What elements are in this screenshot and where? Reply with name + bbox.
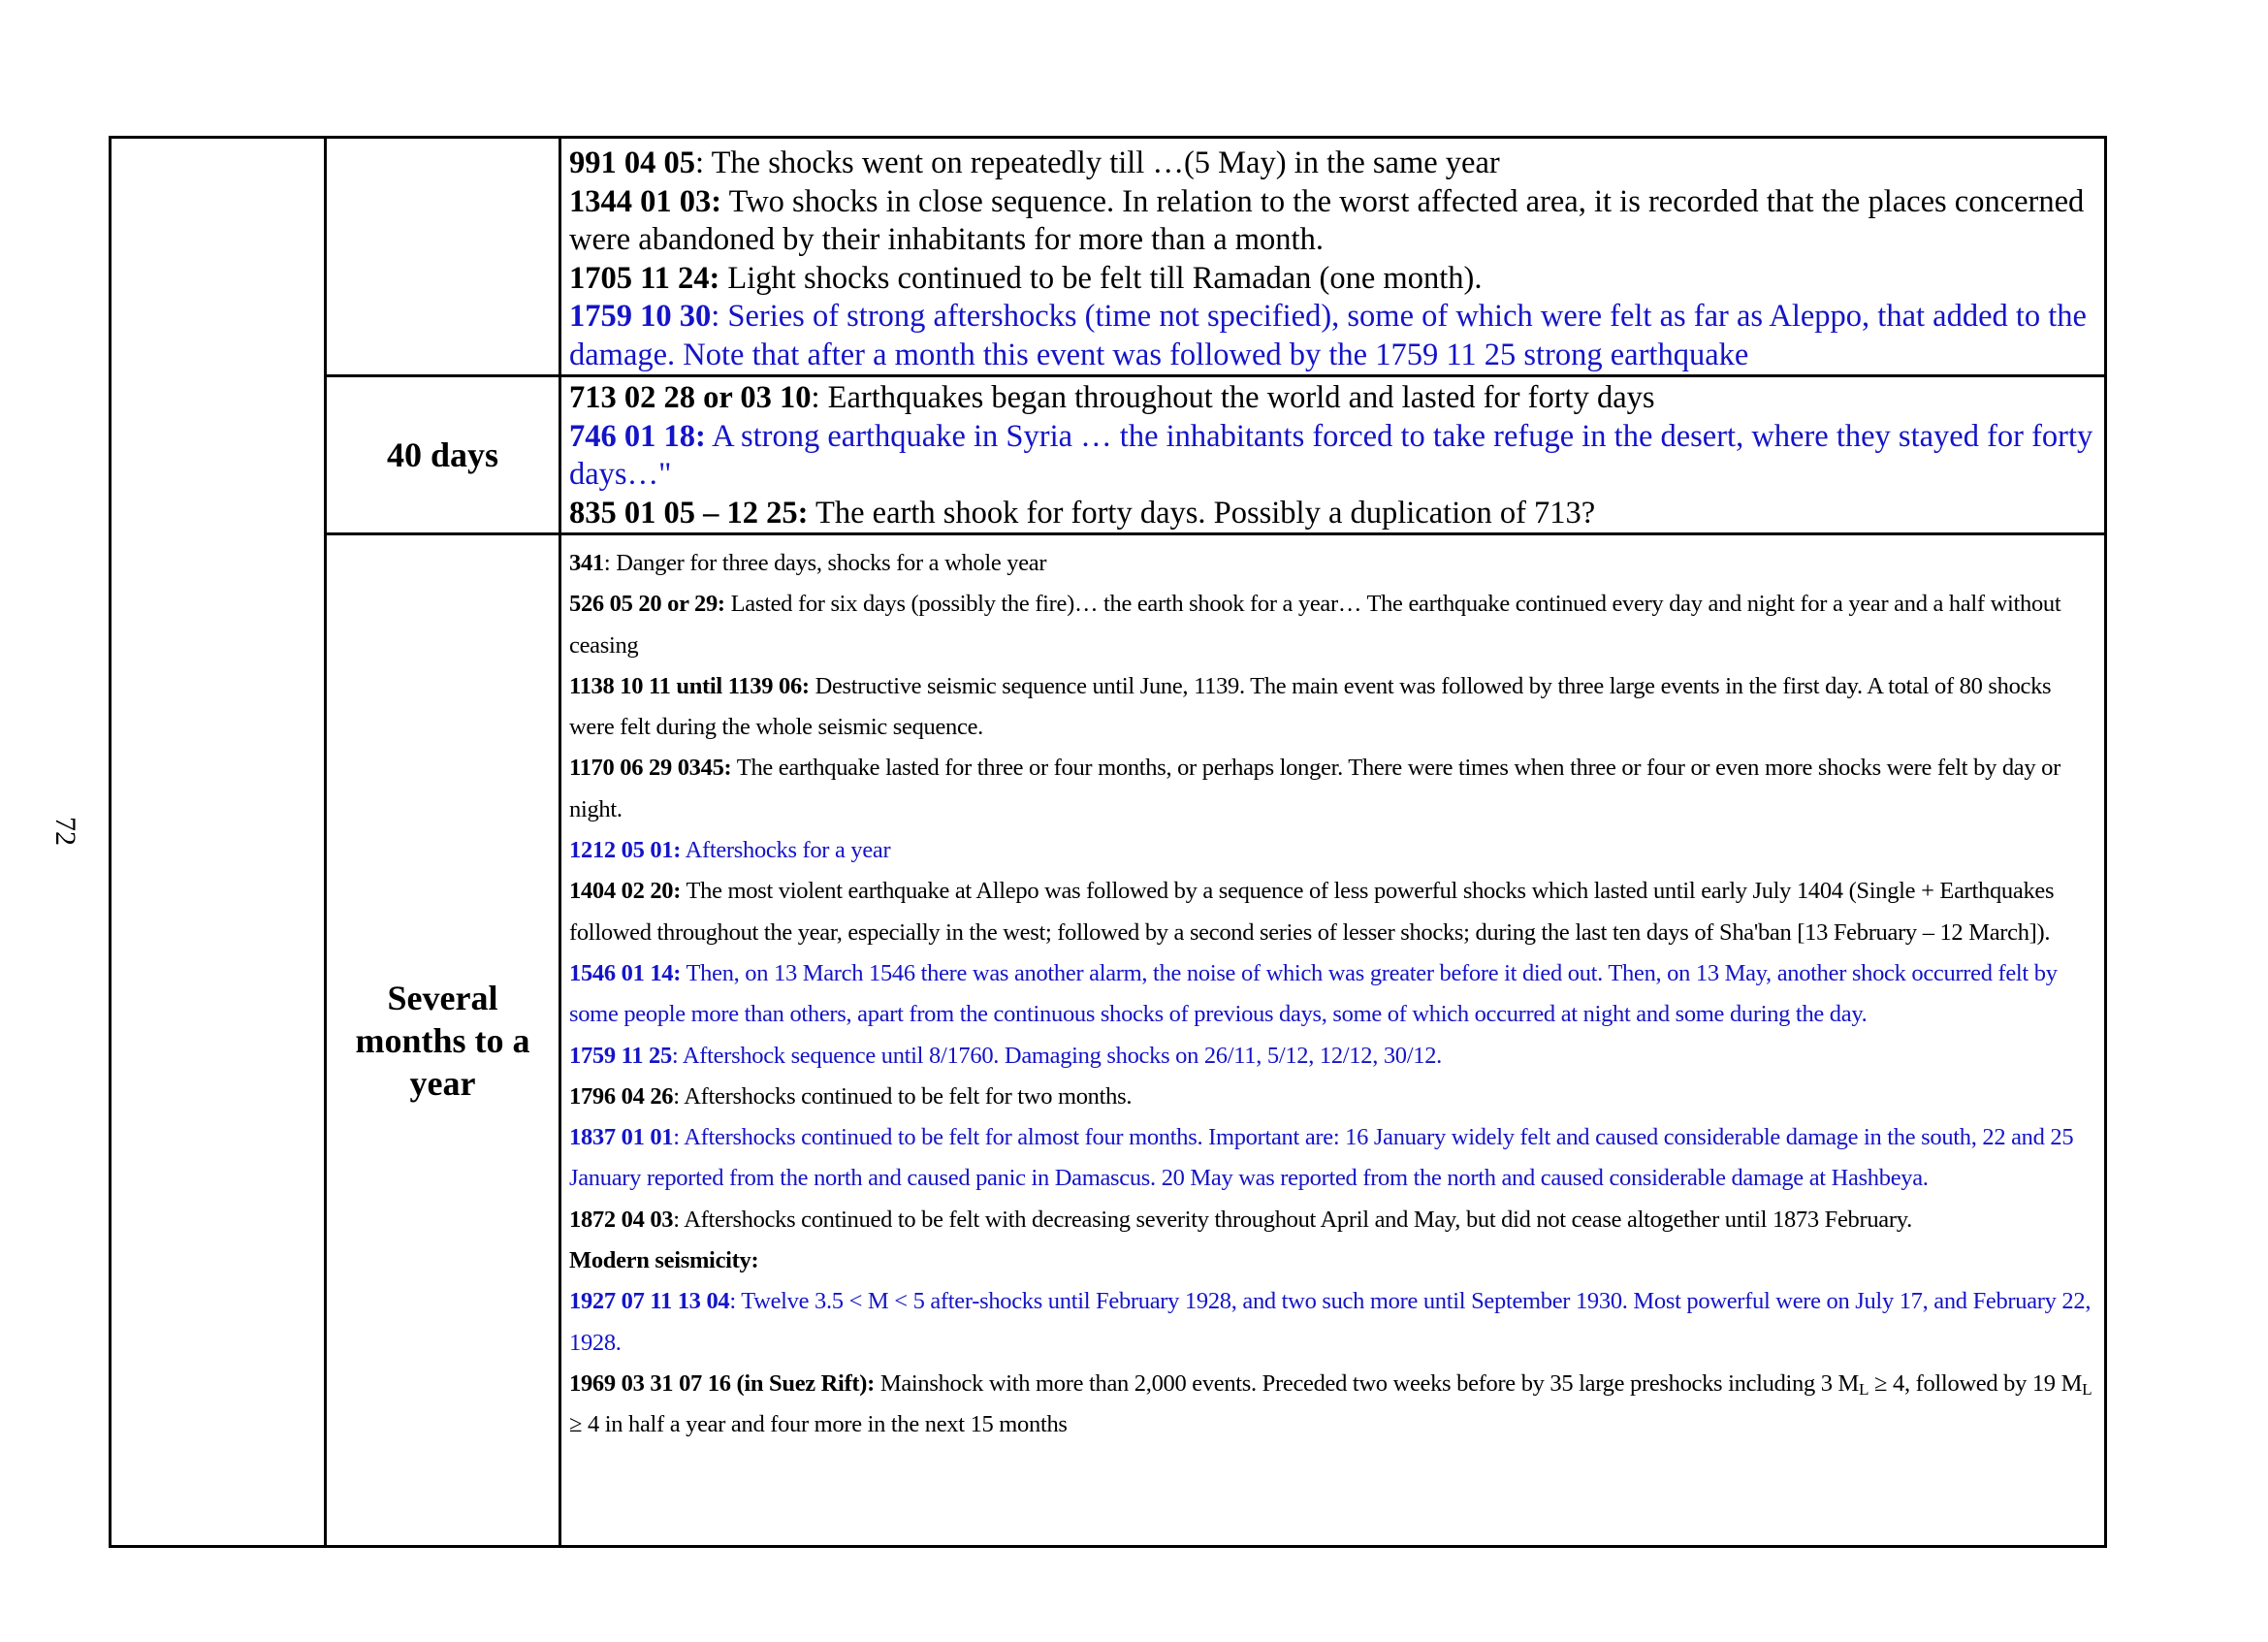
event-description: Danger for three days, shocks for a whole year	[616, 550, 1047, 576]
event-entry	[569, 953, 2100, 1036]
event-date: 1546 01 14:	[569, 959, 682, 986]
entry-list	[561, 377, 2104, 532]
event-date: 1927 07 11 13 04	[569, 1288, 730, 1315]
event-description: Earthquakes began throughout the world and lasted for forty days	[827, 380, 1655, 415]
event-entry	[569, 183, 2100, 260]
empty-first-column	[111, 138, 326, 1547]
event-description: Destructive seismic sequence until June, 1139. The main event was followed by three large events in the first day. A total of 80 shocks were felt during the whole seismic sequence.	[569, 672, 2052, 741]
duration-label	[326, 138, 560, 376]
event-date: 1705 11 24:	[569, 260, 720, 296]
event-description: Series of strong aftershocks (time not specified), some of which were felt as far as Aleppo, that added to the damage. Note that after a month this event was followed by the 1759 11 25 strong earthquake	[569, 299, 2087, 372]
event-description: Aftershock sequence until 8/1760. Damaging shocks on 26/11, 5/12, 12/12, 30/12.	[682, 1042, 1442, 1069]
event-date: 1759 10 30	[569, 299, 712, 334]
event-date: 1404 02 20:	[569, 878, 682, 905]
event-date: 1759 11 25	[569, 1042, 672, 1069]
event-entry	[569, 666, 2100, 749]
event-entry: 1759 11 25: Aftershock sequence until 8/1760. Damaging shocks on 26/11, 5/12, 12/12, 30/12.	[569, 1042, 1442, 1069]
event-entry	[569, 418, 2100, 495]
event-date: 526 05 20 or 29:	[569, 591, 725, 618]
event-entry: 713 02 28 or 03 10: Earthquakes began throughout the world and lasted for forty days	[569, 380, 1655, 415]
event-date: 1344 01 03:	[569, 183, 722, 219]
event-entry	[569, 584, 2100, 666]
event-entry	[569, 260, 2100, 299]
event-entry: 1796 04 26: Aftershocks continued to be felt for two months.	[569, 1082, 1133, 1110]
event-date: 1138 10 11 until 1139 06:	[569, 672, 810, 699]
event-entry: 1969 03 31 07 16 (in Suez Rift): Mainshock with more than 2,000 events. Preceded two weeks before by 35 large preshocks including 3 $M_L \ge 4$, followed by 19 $M_L \ge 4$ in half a year and four more in the next 15 months	[569, 1369, 2092, 1438]
event-entry: 991 04 05: The shocks went on repeatedly till …(5 May) in the same year	[569, 145, 1500, 180]
event-date: 1170 06 29 0345:	[569, 755, 732, 782]
event-description: Light shocks continued to be felt till Ramadan (one month).	[727, 260, 1483, 296]
event-description: Aftershocks for a year	[685, 837, 891, 864]
event-description: Aftershocks continued to be felt with decreasing severity throughout April and May, but did not cease altogether until 1873 February.	[684, 1206, 1912, 1233]
event-description: The earthquake lasted for three or four months, or perhaps longer. There were times when three or four or even more shocks were felt by day or night.	[569, 755, 2060, 822]
event-date: 1212 05 01:	[569, 837, 682, 864]
event-description: A strong earthquake in Syria … the inhabitants forced to take refuge in the desert, where they stayed for forty days…"	[569, 418, 2093, 492]
event-entry: 1872 04 03: Aftershocks continued to be felt with decreasing severity throughout April and May, but did not cease altogether until 1873 February.	[569, 1206, 1912, 1233]
event-date: 1796 04 26	[569, 1082, 674, 1110]
event-date: 835 01 05 – 12 25:	[569, 495, 809, 531]
duration-label: Several months to a year	[326, 534, 560, 1547]
table-row	[111, 376, 2106, 534]
event-description: Lasted for six days (possibly the fire)… the earth shook for a year… The earthquake continued every day and night for a year and a half without ceasing	[569, 591, 2061, 659]
event-entry: 1837 01 01: Aftershocks continued to be felt for almost four months. Important are: 16 January widely felt and caused considerable damage in the south, 22 and 25 January reported from the north and caused panic in Damascus. 20 May was reported from the north and caused considerable damage at Hashbeya.	[569, 1124, 2074, 1192]
event-entry: 1759 10 30: Series of strong aftershocks (time not specified), some of which were felt as far as Aleppo, that added to the damage. Note that after a month this event was followed by the 1759 11 25 strong earthquake	[569, 299, 2087, 372]
event-description: The most violent earthquake at Allepo was followed by a sequence of less powerful shocks which lasted until early July 1404 (Single + Earthquakes followed throughout the year, especially in the west; followed by a second series of lesser shocks; during the last ten days of Sha'ban [13 February – 12 March]).	[569, 878, 2055, 946]
table-row	[111, 534, 2106, 1547]
event-entry: 1927 07 11 13 04: Twelve 3.5 < M < 5 after-shocks until February 1928, and two such more until September 1930. Most powerful were on July 17, and February 22, 1928.	[569, 1288, 2092, 1356]
event-entry	[569, 495, 2100, 533]
entry-list	[561, 139, 2104, 374]
entries-cell	[560, 534, 2106, 1547]
event-date: 1872 04 03	[569, 1206, 674, 1233]
event-description: Aftershocks continued to be felt for almost four months. Important are: 16 January widely felt and caused considerable damage in the south, 22 and 25 January reported from the north and caused panic in Damascus. 20 May was reported from the north and caused considerable damage at Hashbeya.	[569, 1124, 2074, 1192]
event-description: Twelve 3.5 < M < 5 after-shocks until February 1928, and two such more until September 1930. Most powerful were on July 17, and February 22, 1928.	[569, 1288, 2092, 1356]
event-description: The shocks went on repeatedly till …(5 May) in the same year	[711, 145, 1500, 180]
event-description: Then, on 13 March 1546 there was another alarm, the noise of which was greater before it died out. Then, on 13 May, another shock occurred felt by some people more than others, apart from the continuous shocks of previous days, some of which occurred at night and some during the day.	[569, 959, 2058, 1028]
aftershock-duration-table	[109, 136, 2107, 1548]
event-date: 991 04 05	[569, 145, 695, 180]
event-description: Two shocks in close sequence. In relation to the worst affected area, it is recorded that the places concerned were abandoned by their inhabitants for more than a month.	[569, 183, 2085, 257]
event-date: 1837 01 01	[569, 1124, 674, 1151]
duration-label: 40 days	[326, 376, 560, 534]
page-number: 72	[49, 817, 81, 846]
event-entry	[569, 830, 2100, 871]
entries-cell	[560, 138, 2106, 376]
table-row	[111, 138, 2106, 376]
event-date: 341	[569, 550, 604, 576]
event-date: 746 01 18:	[569, 418, 706, 454]
event-entry: 341: Danger for three days, shocks for a whole year	[569, 550, 1047, 576]
section-heading: Modern seismicity:	[569, 1247, 759, 1274]
entries-cell	[560, 376, 2106, 534]
event-date: 1969 03 31 07 16 (in Suez Rift):	[569, 1369, 876, 1397]
event-entry	[569, 748, 2100, 830]
event-date: 713 02 28 or 03 10	[569, 380, 812, 415]
event-description: Aftershocks continued to be felt for two months.	[684, 1082, 1133, 1110]
event-description: The earth shook for forty days. Possibly a duplication of 713?	[815, 495, 1596, 531]
event-entry	[569, 871, 2100, 953]
entry-list	[561, 535, 2104, 1446]
